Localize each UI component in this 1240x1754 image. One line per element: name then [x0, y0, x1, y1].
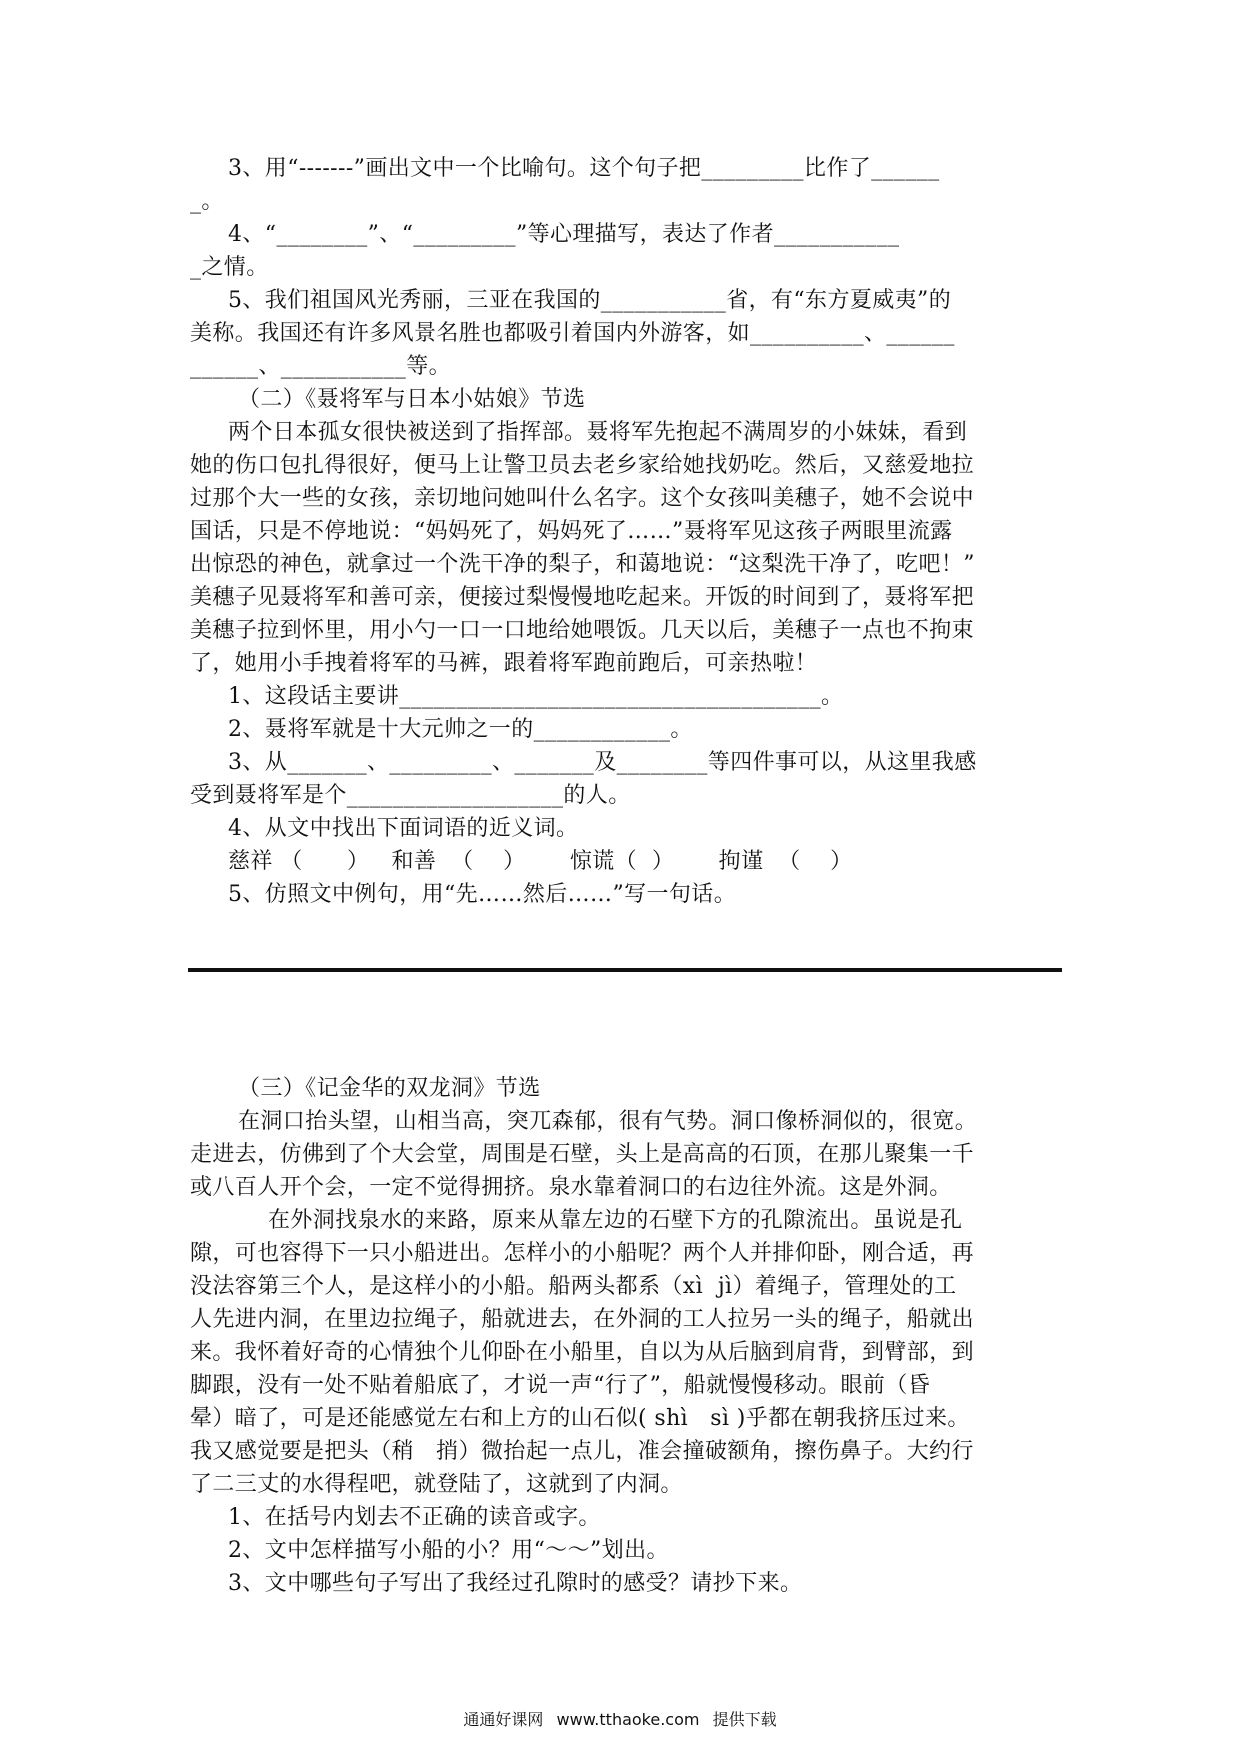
- question-5: 5、仿照文中例句，用“先……然后……”写一句话。: [228, 882, 737, 907]
- passage-line: 我又感觉要是把头（稍 捎）微抬起一点儿，准会撞破额角，擦伤鼻子。大约行: [190, 1439, 974, 1464]
- page-divider: [188, 968, 1062, 972]
- passage-line: 美穗子拉到怀里，用小勺一口一口地给她喂饭。几天以后，美穗子一点也不拘束: [190, 618, 975, 643]
- section-three: [190, 1072, 1060, 1600]
- passage-line: 了二三丈的水得程吧，就登陆了，这就到了内洞。: [190, 1472, 683, 1497]
- question-1: 1、在括号内划去不正确的读音或字。: [228, 1505, 601, 1530]
- passage-line: 走进去，仿佛到了个大会堂，周围是石壁，头上是高高的石顶，在那儿聚集一千: [190, 1142, 975, 1167]
- footer-url[interactable]: www.tthaoke.com: [556, 1710, 700, 1729]
- question-2: 2、聂将军就是十大元帅之一的____________。: [228, 717, 693, 742]
- section-two: [190, 383, 1060, 911]
- question-2: 2、文中怎样描写小船的小？用“～～”划出。: [228, 1538, 669, 1563]
- question-3-line-1: 3、用“-------”画出文中一个比喻句。这个句子把_________比作了______: [228, 156, 940, 181]
- question-3-line-2: _。: [190, 189, 224, 214]
- passage-line: 国话，只是不停地说：“妈妈死了，妈妈死了……”聂将军见这孩子两眼里流露: [190, 519, 953, 544]
- passage-line: 出惊恐的神色，就拿过一个洗干净的梨子，和蔼地说：“这梨洗干净了，吃吧！”: [190, 552, 975, 577]
- passage-line: 在外洞找泉水的来路，原来从靠左边的石壁下方的孔隙流出。虽说是孔: [268, 1208, 963, 1233]
- passage-line: 在洞口抬头望，山相当高，突兀森郁，很有气势。洞口像桥洞似的，很宽。: [238, 1109, 978, 1134]
- passage-line: 过那个大一些的女孩，亲切地问她叫什么名字。这个女孩叫美穗子，她不会说中: [190, 486, 975, 511]
- passage-line: 了，她用小手拽着将军的马裤，跟着将军跑前跑后，可亲热啦！: [190, 651, 818, 676]
- question-3: 3、文中哪些句子写出了我经过孔隙时的感受？请抄下来。: [228, 1571, 803, 1596]
- passage-line: 她的伤口包扎得很好，便马上让警卫员去老乡家给她找奶吃。然后，又慈爱地拉: [190, 453, 975, 478]
- passage-line: 隙，可也容得下一只小船进出。怎样小的小船呢？两个人并排仰卧，刚合适，再: [190, 1241, 975, 1266]
- question-1: 1、这段话主要讲_____________________________________。: [228, 684, 844, 709]
- question-3-line-2: 受到聂将军是个___________________的人。: [190, 783, 631, 808]
- synonym-blanks: 慈祥 （ ） 和善 （ ） 惊谎（ ） 拘谨 （ ）: [228, 849, 853, 874]
- question-3-line-1: 3、从_______、_________、_______及________等四件事可以，从这里我感: [228, 750, 977, 775]
- passage-line: 人先进内洞，在里边拉绳子，船就进去，在外洞的工人拉另一头的绳子，船就出: [190, 1307, 975, 1332]
- page-footer: [0, 1710, 1240, 1730]
- section-two-heading: （二）《聂将军与日本小姑娘》节选: [238, 387, 586, 412]
- question-5-line-3: ______、___________等。: [190, 354, 452, 379]
- question-5-line-1: 5、我们祖国风光秀丽，三亚在我国的___________省，有“东方夏威夷”的: [228, 288, 952, 313]
- question-5-line-2: 美称。我国还有许多风景名胜也都吸引着国内外游客，如__________、______: [190, 321, 955, 346]
- passage-line: 没法容第三个人，是这样小的小船。船两头都系（xì jì）着绳子，管理处的工: [190, 1274, 957, 1299]
- section-three-heading: （三）《记金华的双龙洞》节选: [238, 1076, 541, 1101]
- passage-line: 两个日本孤女很快被送到了指挥部。聂将军先抱起不满周岁的小妹妹，看到: [228, 420, 968, 445]
- question-4-line-2: _之情。: [190, 255, 269, 280]
- passage-line: 晕）暗了，可是还能感觉左右和上方的山石似( shì sì )乎都在朝我挤压过来。: [190, 1406, 970, 1431]
- passage-line: 或八百人开个会，一定不觉得拥挤。泉水靠着洞口的右边往外流。这是外洞。: [190, 1175, 952, 1200]
- question-4: 4、从文中找出下面词语的近义词。: [228, 816, 579, 841]
- passage-line: 脚跟，没有一处不贴着船底了，才说一声“行了”，船就慢慢移动。眼前（昏: [190, 1373, 931, 1398]
- passage-line: 美穗子见聂将军和善可亲，便接过梨慢慢地吃起来。开饭的时间到了，聂将军把: [190, 585, 975, 610]
- footer-suffix: 提供下载: [712, 1710, 777, 1729]
- section-one-questions: [190, 152, 1060, 383]
- footer-site-name: 通通好课网: [463, 1710, 544, 1729]
- question-4-line-1: 4、“________”、“_________”等心理描写，表达了作者___________: [228, 222, 900, 247]
- passage-line: 来。我怀着好奇的心情独个儿仰卧在小船里，自以为从后脑到肩背，到臂部，到: [190, 1340, 975, 1365]
